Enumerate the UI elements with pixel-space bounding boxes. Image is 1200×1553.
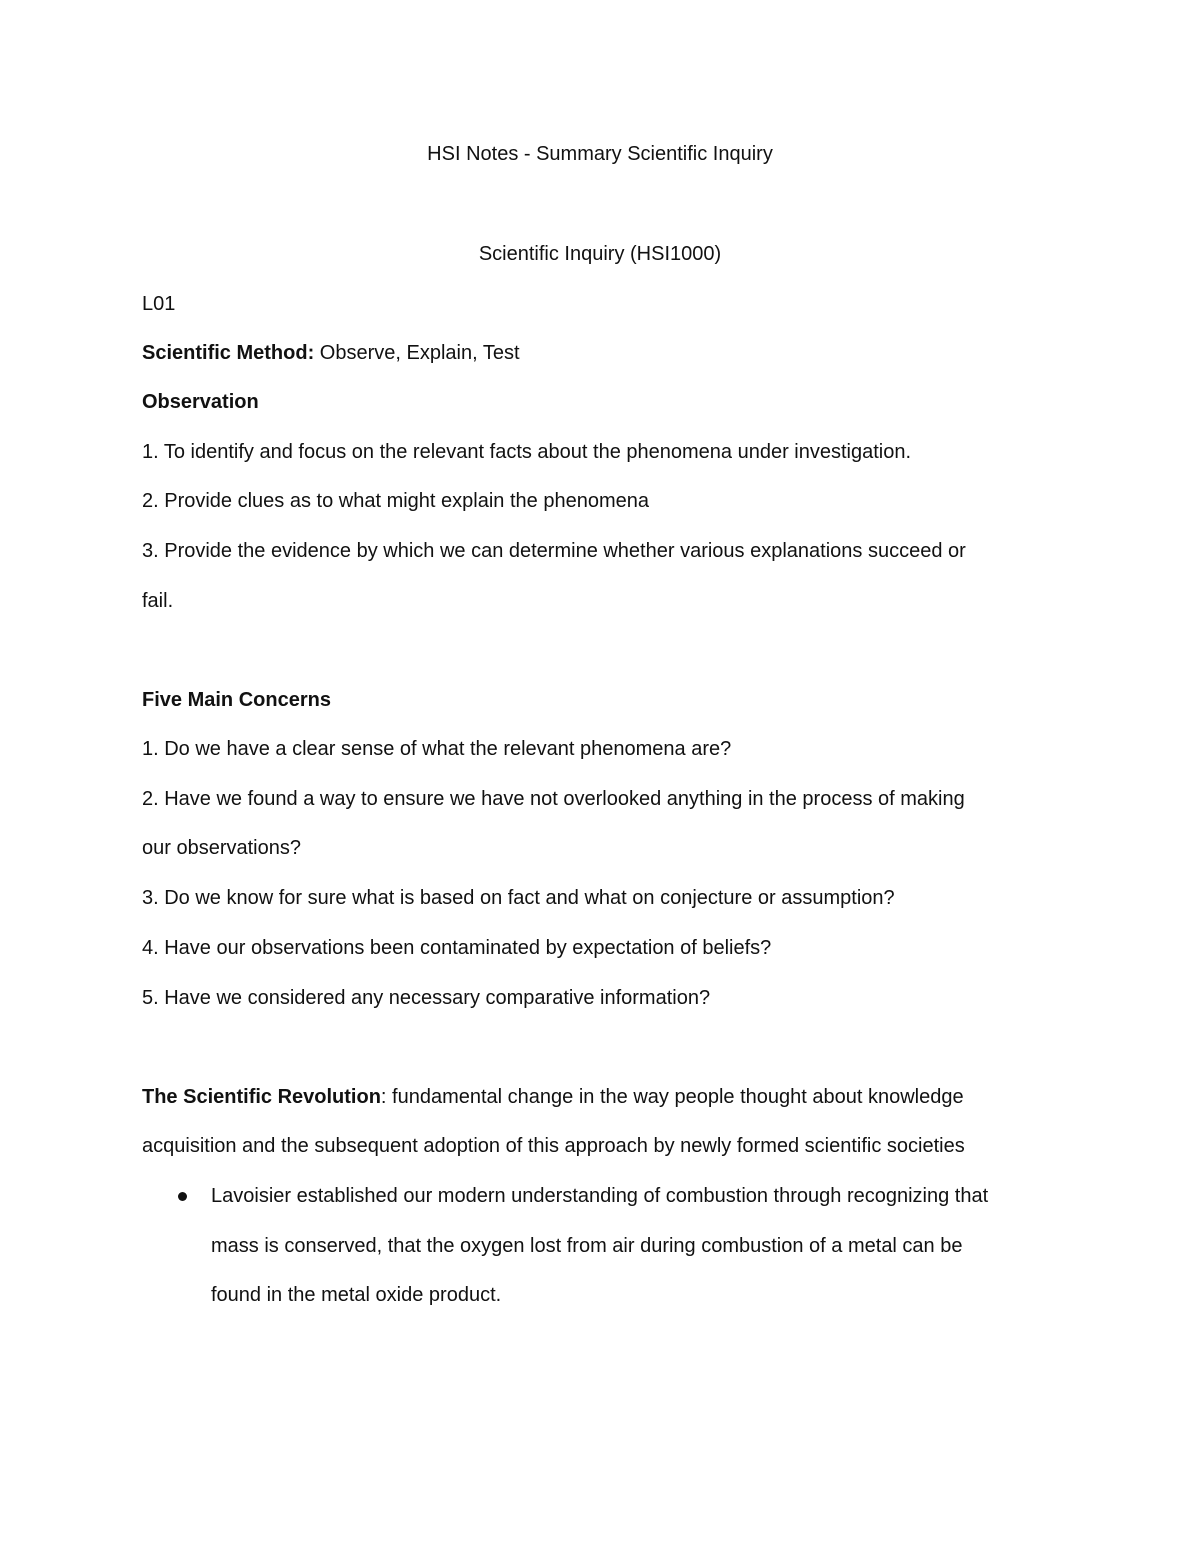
concern-item: 1. Do we have a clear sense of what the relevant phenomena are? xyxy=(142,738,732,760)
observation-heading: Observation xyxy=(142,391,259,413)
scientific-revolution-line xyxy=(142,1085,964,1109)
concern-item-continued: our observations? xyxy=(142,837,301,859)
bullet-text-continued: mass is conserved, that the oxygen lost from air during combustion of a metal can be xyxy=(211,1235,963,1257)
bullet-text: Lavoisier established our modern understanding of combustion through recognizing that xyxy=(211,1185,989,1207)
concern-item: 2. Have we found a way to ensure we have not overlooked anything in the process of making xyxy=(142,788,965,810)
scientific-revolution-text: : fundamental change in the way people thought about knowledge xyxy=(380,1086,964,1108)
course-title: Scientific Inquiry (HSI1000) xyxy=(478,243,722,265)
concern-item: 3. Do we know for sure what is based on fact and what on conjecture or assumption? xyxy=(142,887,895,909)
document-title: HSI Notes - Summary Scientific Inquiry xyxy=(427,143,773,165)
scientific-method-label: Scientific Method: xyxy=(142,342,315,364)
observation-item-continued: fail. xyxy=(142,590,174,612)
five-main-concerns-heading: Five Main Concerns xyxy=(142,689,331,711)
bullet-icon xyxy=(178,1192,187,1201)
scientific-method-text: Observe, Explain, Test xyxy=(314,342,520,364)
observation-item: 1. To identify and focus on the relevant facts about the phenomena under investigation. xyxy=(142,441,912,463)
concern-item: 4. Have our observations been contaminated by expectation of beliefs? xyxy=(142,937,772,959)
concern-item: 5. Have we considered any necessary comparative information? xyxy=(142,987,711,1009)
observation-item: 2. Provide clues as to what might explain the phenomena xyxy=(142,490,649,512)
scientific-revolution-label: The Scientific Revolution xyxy=(142,1086,381,1108)
observation-item: 3. Provide the evidence by which we can determine whether various explanations succeed or xyxy=(142,540,966,562)
scientific-method-line xyxy=(142,341,520,365)
scientific-revolution-text-continued: acquisition and the subsequent adoption of this approach by newly formed scientific societies xyxy=(142,1135,965,1157)
bullet-text-continued: found in the metal oxide product. xyxy=(211,1284,502,1306)
lecture-label: L01 xyxy=(142,293,176,315)
